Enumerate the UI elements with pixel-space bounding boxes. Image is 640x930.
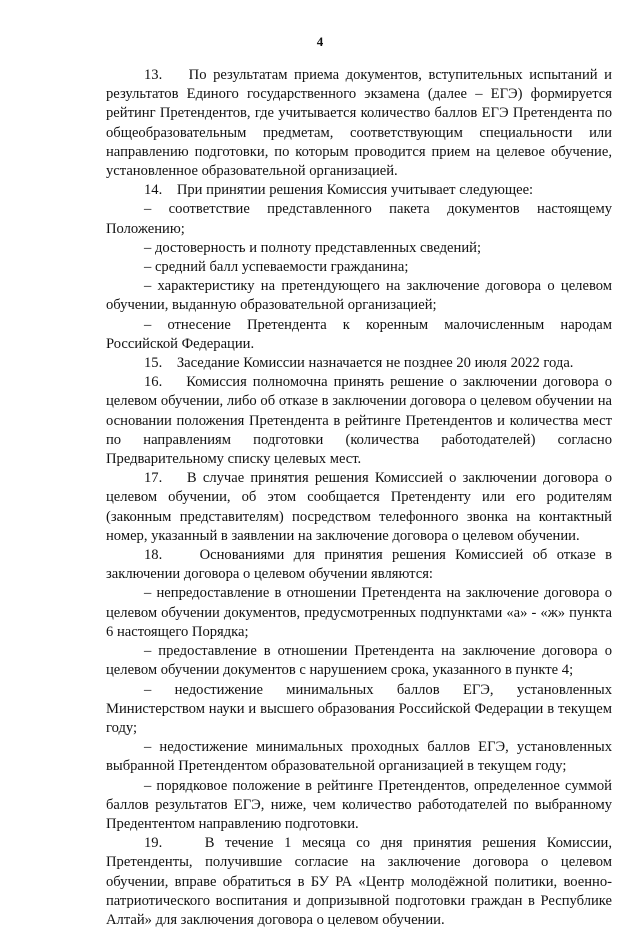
paragraph-15: 15. Заседание Комиссии назначается не позднее 20 июля 2022 года. — [144, 355, 574, 372]
list-item-rating-position: – порядковое положение в рейтинге Претендентов, определенное суммой баллов результатов ЕГЭ, ниже, чем количество работодателей по выбранному Предентентом направлению подготовки. — [106, 777, 612, 832]
list-item-package: – соответствие представленного пакета документов настоящему Положению; — [106, 201, 612, 237]
page-number: 4 — [316, 34, 324, 49]
list-item-average-score: – средний балл успеваемости гражданина; — [144, 259, 409, 276]
paragraph-18: 18. Основаниями для принятия решения Комиссией об отказе в заключении договора о целевом обучении являются: — [106, 547, 612, 583]
list-item-characteristic: – характеристику на претендующего на заключение договора о целевом обучении, выданную образовательной организацией; — [106, 278, 612, 314]
list-item-nonprovision: – непредоставление в отношении Претендента на заключение договора о целевом обучении документов, предусмотренных подпунктами «а» - «ж» пункта 6 настоящего Порядка; — [106, 585, 612, 640]
paragraph-13: 13. По результатам приема документов, вступительных испытаний и результатов Единого государственного экзамена (далее – ЕГЭ) формируется рейтинг Претендентов, где учитывается количество баллов ЕГЭ Претендента по общеобразовательным предметам, соответствующим специальности или направлению подготовки, по которым проводится прием на целевое обучение, установленное образовательной организацией. — [106, 67, 612, 180]
paragraph-14: 14. При принятии решения Комиссия учитывает следующее: — [144, 182, 534, 199]
list-item-reliability: – достоверность и полноту представленных сведений; — [144, 239, 482, 256]
list-item-indigenous: – отнесение Претендента к коренным малочисленным народам Российской Федерации. — [106, 316, 612, 352]
list-item-late-provision: – предоставление в отношении Претендента на заключение договора о целевом обучении документов с нарушением срока, указанного в пункте 4; — [106, 643, 612, 679]
paragraph-17: 17. В случае принятия решения Комиссией о заключении договора о целевом обучении, об этом сообщается Претенденту или его родителям (законным представителям) посредством телефонного звонка на контактный номер, указанный в заявлении на заключение договора о целевом обучении. — [106, 470, 612, 544]
paragraph-16: 16. Комиссия полномочна принять решение о заключении договора о целевом обучении, либо об отказе в заключении договора о целевом обучении на основании положения Претендента в рейтинге Претендентов и количества мест по направлениям подготовки (количества работодателей) согласно Предварительному списку целевых мест. — [106, 374, 612, 468]
list-item-min-scores: – недостижение минимальных баллов ЕГЭ, установленных Министерством науки и высшего образования Российской Федерации в текущем году; — [106, 681, 612, 736]
document-body — [106, 66, 612, 930]
list-item-min-passing-scores: – недостижение минимальных проходных баллов ЕГЭ, установленных выбранной Претендентом образовательной организацией в текущем году; — [106, 739, 612, 775]
paragraph-19: 19. В течение 1 месяца со дня принятия решения Комиссии, Претенденты, получившие согласие на заключение договора о целевом обучении, вправе обратиться в БУ РА «Центр молодёжной политики, военно-патриотического воспитания и допризывной подготовки граждан в Республике Алтай» для заключения договора о целевом обучении. — [106, 835, 612, 928]
